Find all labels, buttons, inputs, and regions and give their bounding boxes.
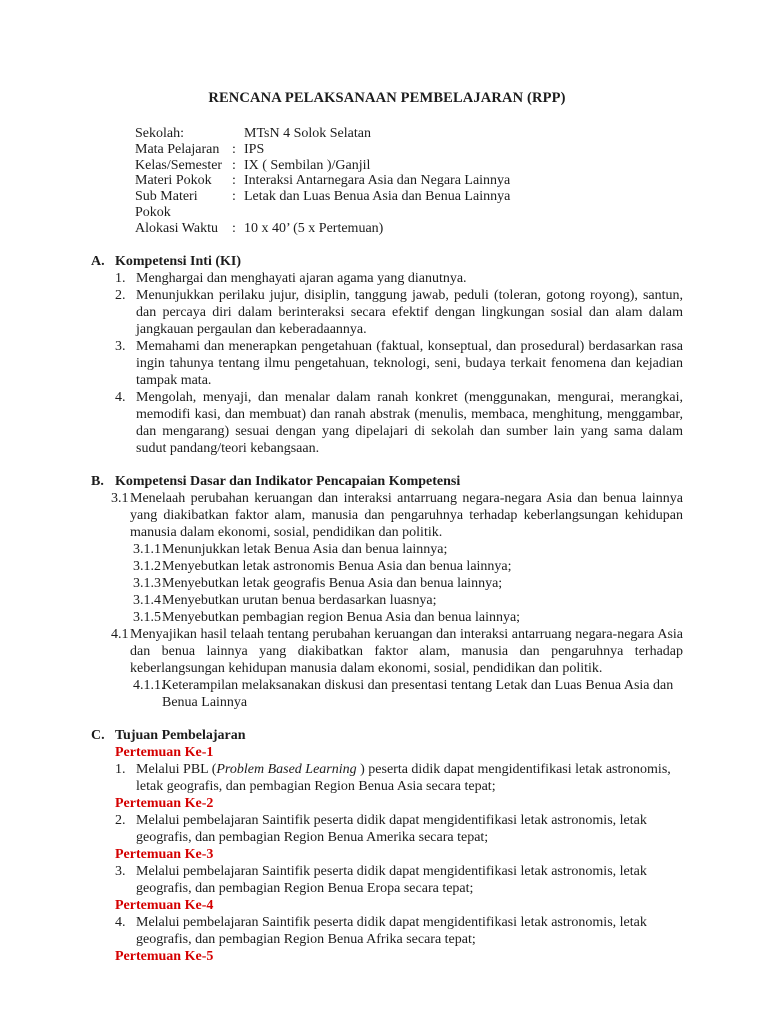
- document-info-block: [135, 126, 683, 237]
- objective-text: [136, 761, 683, 795]
- list-item: [115, 389, 683, 457]
- section-letter: A.: [91, 253, 105, 269]
- section-title: Kompetensi Inti (KI): [115, 253, 241, 269]
- field-label: Mata Pelajaran: [135, 141, 220, 157]
- meeting-heading: Pertemuan Ke-4: [115, 897, 214, 913]
- objective-text-post: Melalui pembelajaran Saintifik peserta didik dapat mengidentifikasi letak astronomis, letak geografis, dan pembagian Region Benua Amerika secara tepat;: [136, 812, 647, 845]
- kd-text: Menyajikan hasil telaah tentang perubahan keruangan dan interaksi antarruang negara-negara Asia dan benua lainnya yang diakibatkan faktor alam, manusia dan pengaruhnya terhadap keberlangsungan kehidupan manusia dalam ekonomi, sosial, pendidikan dan politik.: [130, 626, 683, 676]
- meeting-heading: Pertemuan Ke-3: [115, 846, 214, 862]
- section-heading: [91, 473, 683, 490]
- indicator-number: 3.1.1: [133, 541, 161, 557]
- field-separator: [232, 126, 244, 142]
- section-title: Tujuan Pembelajaran: [115, 727, 246, 743]
- field-label: Sekolah:: [135, 126, 184, 141]
- field-value: 10 x 40’ (5 x Pertemuan): [244, 220, 384, 236]
- field-value: IPS: [244, 141, 265, 157]
- section-letter: B.: [91, 473, 104, 489]
- field-value: MTsN 4 Solok Selatan: [244, 126, 371, 141]
- objective-text-pre: Melalui PBL (: [136, 761, 217, 777]
- meeting-heading: Pertemuan Ke-2: [115, 795, 214, 811]
- objective-item: [115, 761, 683, 795]
- kompetensi-dasar-item: [111, 626, 683, 677]
- field-label: Sub Materi Pokok: [135, 189, 198, 220]
- objective-number: 4.: [115, 914, 126, 930]
- list-item-text: Menghargai dan menghayati ajaran agama yang dianutnya.: [136, 270, 467, 286]
- objective-number: 1.: [115, 761, 126, 777]
- section-heading: [91, 253, 683, 270]
- objective-item: [115, 812, 683, 846]
- list-item: [115, 270, 683, 287]
- indicator-item: [133, 609, 683, 626]
- list-item-text: Menunjukkan perilaku jujur, disiplin, tanggung jawab, peduli (toleran, gotong royong), santun, dan percaya diri dalam berinteraksi secara efektif dengan lingkungan sosial dan alam dalam jangkauan pergaulan dan keberadaannya.: [136, 287, 683, 337]
- list-item-text: Mengolah, menyaji, dan menalar dalam ranah konkret (menggunakan, mengurai, merangkai, memodifi kasi, dan membuat) dan ranah abstrak (menulis, membaca, menghitung, menggambar, dan mengarang) sesuai dengan yang dipelajari di sekolah dan sumber lain yang sama dalam sudut pandang/teori kebangsaan.: [136, 389, 683, 456]
- indicator-text: Menyebutkan letak astronomis Benua Asia dan benua lainnya;: [162, 558, 512, 574]
- field-separator: :: [232, 157, 236, 173]
- section-kompetensi-dasar: [91, 473, 683, 711]
- indicator-text: Menyebutkan letak geografis Benua Asia dan benua lainnya;: [162, 575, 503, 591]
- indicator-item: [133, 541, 683, 558]
- section-kompetensi-inti: [91, 253, 683, 457]
- indicator-text: Menyebutkan urutan benua berdasarkan luasnya;: [162, 592, 437, 608]
- info-row-kelas-semester: [135, 158, 683, 174]
- list-item-number: 3.: [115, 338, 126, 354]
- indicator-item: [133, 677, 683, 711]
- objective-item: [115, 863, 683, 897]
- field-separator: :: [232, 173, 236, 189]
- field-separator: :: [232, 141, 236, 157]
- field-label: Kelas/Semester: [135, 157, 223, 173]
- indicator-item: [133, 558, 683, 575]
- objective-text-post: Melalui pembelajaran Saintifik peserta didik dapat mengidentifikasi letak astronomis, letak geografis, dan pembagian Region Benua Eropa secara tepat;: [136, 863, 647, 896]
- section-heading: [91, 727, 683, 744]
- info-row-materi-pokok: [135, 173, 683, 189]
- indicator-item: [133, 575, 683, 592]
- indicator-text: Menunjukkan letak Benua Asia dan benua lainnya;: [162, 541, 448, 557]
- objective-text: [136, 914, 683, 948]
- field-value: Letak dan Luas Benua Asia dan Benua Lainnya: [244, 189, 511, 205]
- indicator-number: 3.1.5: [133, 609, 161, 625]
- field-separator: :: [232, 220, 236, 236]
- document-title: RENCANA PELAKSANAAN PEMBELAJARAN (RPP): [208, 90, 566, 106]
- list-item-number: 1.: [115, 270, 126, 286]
- list-item-number: 2.: [115, 287, 126, 303]
- info-row-sub-materi-pokok: [135, 189, 683, 221]
- indicator-number: 3.1.4: [133, 592, 161, 608]
- section-tujuan-pembelajaran: [91, 727, 683, 965]
- indicator-text: Menyebutkan pembagian region Benua Asia dan benua lainnya;: [162, 609, 521, 625]
- indicator-text: Keterampilan melaksanakan diskusi dan presentasi tentang Letak dan Luas Benua Asia dan Benua Lainnya: [162, 677, 674, 710]
- kd-text: Menelaah perubahan keruangan dan interaksi antarruang negara-negara Asia dan benua lainnya yang diakibatkan faktor alam, manusia dan pengaruhnya terhadap keberlangsungan kehidupan manusia dalam ekonomi, sosial, pendidikan dan politik.: [130, 490, 683, 540]
- info-row-alokasi-waktu: [135, 221, 683, 237]
- list-item-text: Memahami dan menerapkan pengetahuan (faktual, konseptual, dan prosedural) berdasarkan rasa ingin tahunya tentang ilmu pengetahuan, teknologi, seni, budaya terkait fenomena dan kejadian tampak mata.: [136, 338, 683, 388]
- kd-number: 4.1: [111, 626, 129, 642]
- info-row-sekolah: [135, 126, 683, 142]
- objective-text: [136, 812, 683, 846]
- meeting-heading: Pertemuan Ke-1: [115, 744, 214, 760]
- indicator-number: 4.1.1.: [133, 677, 165, 693]
- objective-text-post: Melalui pembelajaran Saintifik peserta didik dapat mengidentifikasi letak astronomis, letak geografis, dan pembagian Region Benua Afrika secara tepat;: [136, 914, 647, 947]
- indicator-item: [133, 592, 683, 609]
- list-item: [115, 287, 683, 338]
- info-row-mata-pelajaran: [135, 142, 683, 158]
- objective-number: 2.: [115, 812, 126, 828]
- section-title: Kompetensi Dasar dan Indikator Pencapaian Kompetensi: [115, 473, 461, 489]
- list-item: [115, 338, 683, 389]
- field-label: Materi Pokok: [135, 173, 212, 189]
- objective-text-italic: Problem Based Learning: [216, 761, 361, 777]
- indicator-number: 3.1.3: [133, 575, 161, 591]
- objective-item: [115, 914, 683, 948]
- objective-text-post: ) peserta didik dapat mengidentifikasi letak astronomis, letak geografis, dan pembagian Region Benua Asia secara tepat;: [136, 761, 671, 794]
- indicator-number: 3.1.2: [133, 558, 161, 574]
- section-letter: C.: [91, 727, 105, 743]
- objective-number: 3.: [115, 863, 126, 879]
- field-label: Alokasi Waktu: [135, 220, 218, 236]
- field-value: IX ( Sembilan )/Ganjil: [244, 157, 371, 173]
- objective-text: [136, 863, 683, 897]
- kompetensi-dasar-item: [111, 490, 683, 541]
- list-item-number: 4.: [115, 389, 126, 405]
- kd-number: 3.1: [111, 490, 129, 506]
- meeting-heading: Pertemuan Ke-5: [115, 948, 214, 964]
- field-separator: :: [232, 189, 236, 205]
- field-value: Interaksi Antarnegara Asia dan Negara Lainnya: [244, 173, 511, 189]
